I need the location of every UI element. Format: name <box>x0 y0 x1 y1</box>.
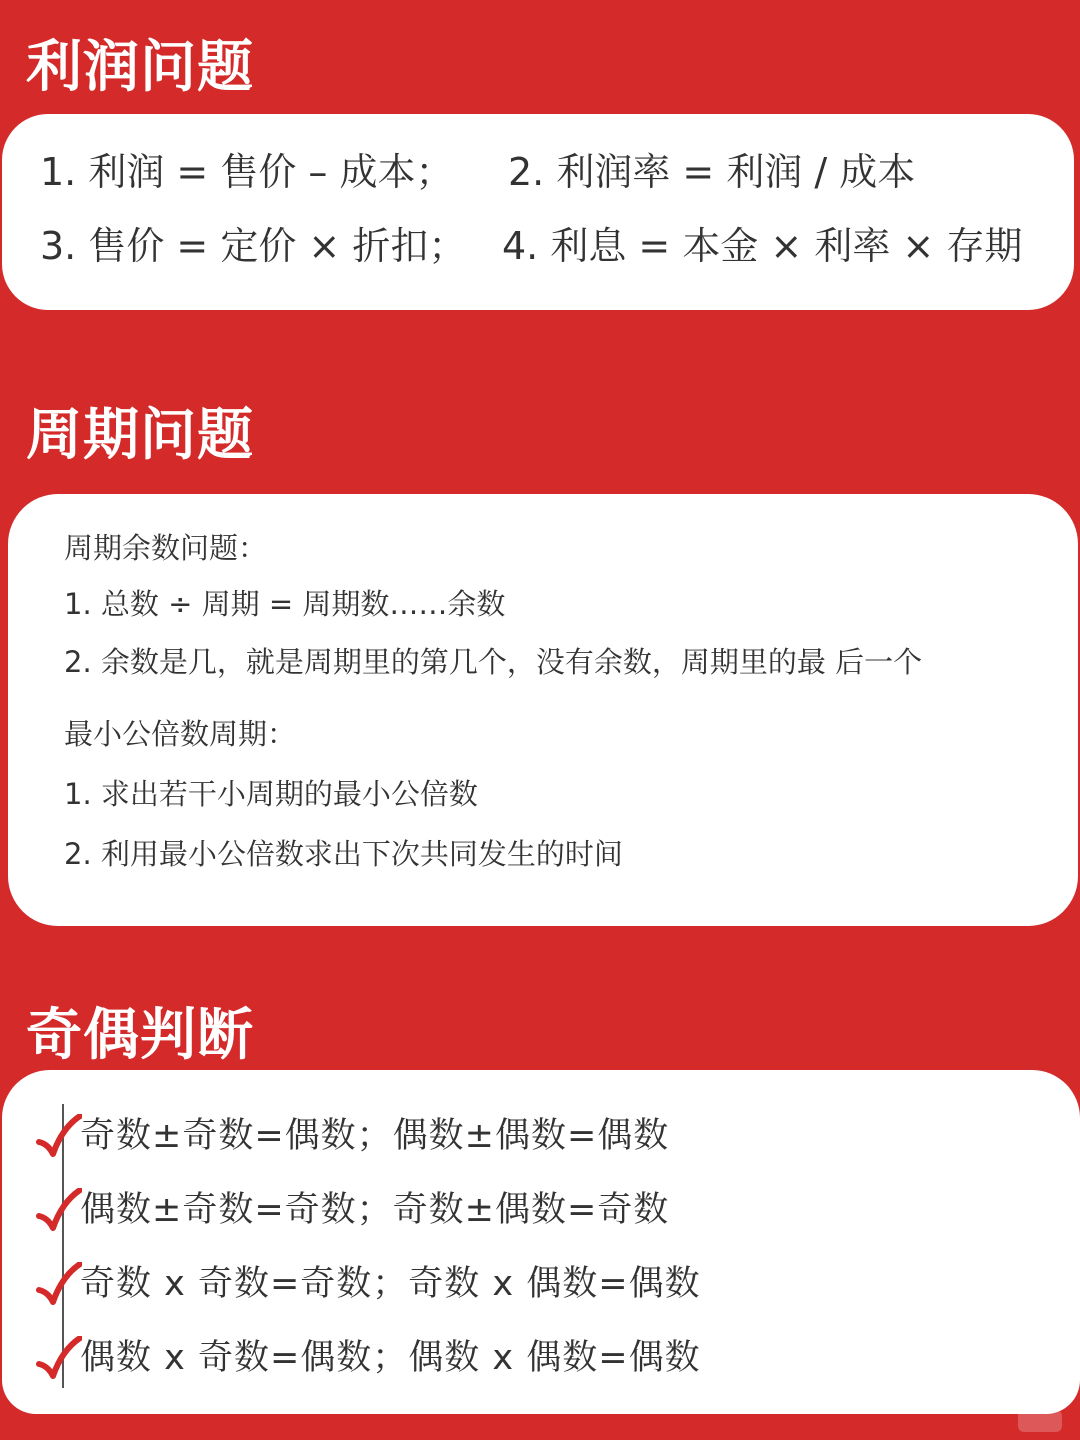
parity-rule-add-2: 偶数±奇数=奇数；奇数±偶数=奇数 <box>80 1190 670 1230</box>
profit-formula-4: 4. 利息 = 本金 × 利率 × 存期 <box>502 224 1023 268</box>
parity-rule-mul-2: 偶数 x 奇数=偶数；偶数 x 偶数=偶数 <box>80 1338 701 1378</box>
cycle-subheading-remainder: 周期余数问题： <box>64 531 268 565</box>
checkmark-icon <box>36 1336 82 1380</box>
checkmark-icon <box>36 1262 82 1306</box>
checkmark-icon <box>36 1114 82 1158</box>
profit-formula-1: 1. 利润 = 售价 – 成本； <box>40 150 454 194</box>
cycle-rule-1: 1. 总数 ÷ 周期 = 周期数……余数 <box>64 587 506 621</box>
cycle-subheading-lcm: 最小公倍数周期： <box>64 717 297 751</box>
parity-section-title: 奇偶判断 <box>26 1003 254 1068</box>
profit-formula-3: 3. 售价 = 定价 × 折扣； <box>40 224 467 268</box>
profit-card <box>2 114 1074 310</box>
cycle-card <box>8 494 1078 926</box>
parity-rule-mul-1: 奇数 x 奇数=奇数；奇数 x 偶数=偶数 <box>80 1264 701 1304</box>
cycle-section-title: 周期问题 <box>26 403 254 468</box>
checkmark-icon <box>36 1188 82 1232</box>
lcm-rule-1: 1. 求出若干小周期的最小公倍数 <box>64 777 478 811</box>
profit-section-title: 利润问题 <box>26 35 254 100</box>
cycle-rule-2: 2. 余数是几，就是周期里的第几个，没有余数，周期里的最 后一个 <box>64 645 923 679</box>
parity-rule-add-1: 奇数±奇数=偶数；偶数±偶数=偶数 <box>80 1116 670 1156</box>
watermark-badge <box>1018 1410 1062 1432</box>
profit-formula-2: 2. 利润率 = 利润 / 成本 <box>508 150 916 194</box>
lcm-rule-2: 2. 利用最小公倍数求出下次共同发生的时间 <box>64 837 623 871</box>
